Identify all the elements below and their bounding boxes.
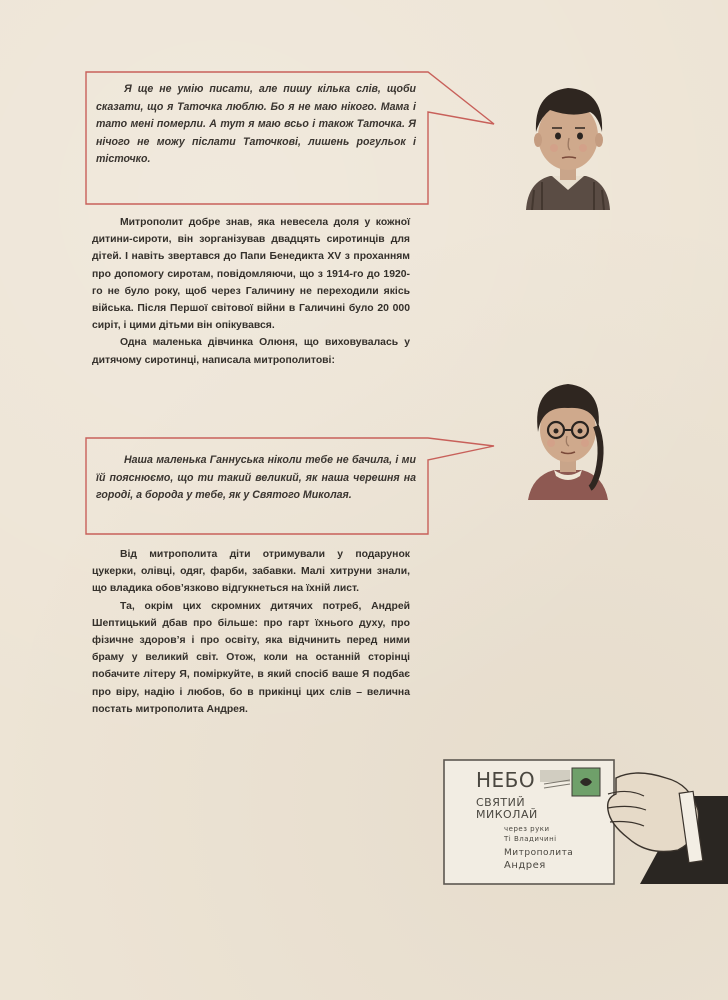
bubble-girl-paragraph: Наша маленька Ганнуська ніколи тебе не бачила, і ми їй пояснюємо, що ти такий великий, як наша черешня на городі, а борода у тебе, як у Святого Миколая. bbox=[96, 454, 416, 501]
bubble-boy-text bbox=[96, 81, 416, 169]
body-text-section-2 bbox=[92, 546, 410, 718]
girl-portrait bbox=[520, 376, 616, 500]
bubble-boy-paragraph: Я ще не умію писати, але пишу кілька слів, щоби сказати, що я Таточка люблю. Бо я не маю нікого. Мама і тато мені померли. А тут я маю всьо і також Таточка. Я нічого не можу післати Таточкові, лишень рогульок і тісточко. bbox=[96, 83, 416, 165]
body-paragraph: Митрополит добре знав, яка невесела доля у кожної дитини-сироти, він зорганізував двадцять сиротинців для дітей. І навіть звертався до Папи Бенедикта XV з проханням про допомогу сиротам, повідомляючи, що з 1914-го до 1920-го не було року, щоб через Галичину не переходили якісь війська. Після Першої світової війни в Галичині було 20 000 сиріт, і цими дітьми він опікувався. bbox=[92, 217, 410, 332]
envelope-address-line: Ті Владичині bbox=[504, 835, 557, 843]
envelope-address-line: через руки bbox=[504, 825, 550, 833]
envelope-address-line: СВЯТИЙ bbox=[476, 796, 526, 809]
body-paragraph: Одна маленька дівчинка Олюня, що виховувалась у дитячому сиротинці, написала митрополитові: bbox=[92, 337, 410, 366]
speech-bubble-girl bbox=[86, 438, 496, 536]
body-paragraph: Від митрополита діти отримували у подарунок цукерки, олівці, одяг, фарби, забавки. Малі хитруни знали, що владика обов’язково відгукнеться на їхній лист. bbox=[92, 549, 410, 595]
envelope-address-line: Митрополита bbox=[504, 848, 574, 858]
envelope-address-line: МИКОЛАЙ bbox=[476, 808, 538, 821]
body-paragraph: Та, окрім цих скромних дитячих потреб, Андрей Шептицький дбав про більше: про гарт їхнього духу, про фізичне здоров’я і про освіту, яка відчинить перед ними браму у великий світ. Отож, коли на останній сторінці побачите літеру Я, поміркуйте, в який спосіб ваше Я подбає про віру, надію і любов, бо в прикінці цих слів – велична постать митрополита Андрея. bbox=[92, 600, 410, 715]
envelope-illustration bbox=[440, 752, 728, 892]
body-text-section-1 bbox=[92, 214, 410, 369]
speech-bubble-boy bbox=[86, 72, 496, 206]
boy-portrait bbox=[520, 78, 616, 210]
bubble-girl-text bbox=[96, 452, 416, 505]
envelope-address-line: Андрея bbox=[504, 860, 546, 871]
envelope-address-sky: НЕБО bbox=[476, 768, 536, 792]
